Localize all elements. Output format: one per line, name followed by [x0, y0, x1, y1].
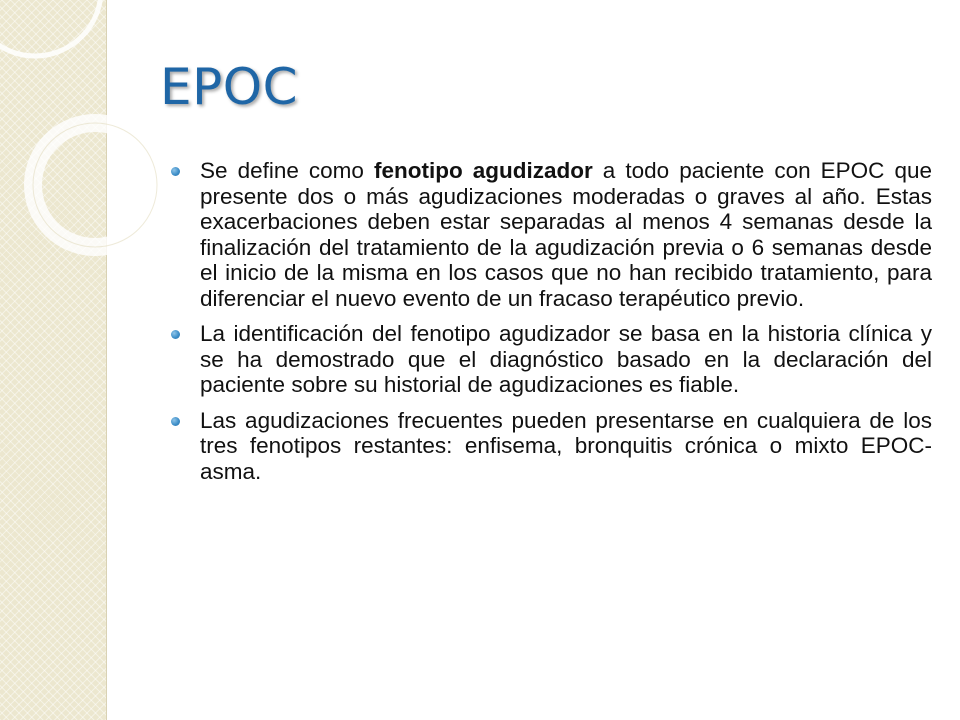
- bullet-item: [170, 408, 932, 485]
- bullet-item: [170, 158, 932, 311]
- bullet-text-after: a todo paciente con EPOC que presente dos o más agudizaciones moderadas o graves al año. Estas exacerbaciones deben estar separadas al menos 4 semanas desde la finalización del tratamiento de la agudización previa o 6 semanas desde el inicio de la misma en los casos que no han recibido tratamiento, para diferenciar el nuevo evento de un fracaso terapéutico previo.: [200, 158, 932, 311]
- bullet-bold-term: fenotipo agudizador: [373, 158, 593, 183]
- bullet-dot-icon: [171, 167, 180, 176]
- bullet-text: Las agudizaciones frecuentes pueden presentarse en cualquiera de los tres fenotipos restantes: enfisema, bronquitis crónica o mixto EPOC-asma.: [200, 407, 932, 484]
- bullet-dot-icon: [171, 417, 180, 426]
- bullet-dot-icon: [171, 330, 180, 339]
- bullet-item: [170, 321, 932, 398]
- decorative-rings-icon: [0, 0, 160, 330]
- slide-title: EPOC: [160, 58, 299, 116]
- bullet-text: La identificación del fenotipo agudizador se basa en la historia clínica y se ha demostrado que el diagnóstico basado en la declaración del paciente sobre su historial de agudizaciones es fiable.: [200, 321, 932, 397]
- bullet-list: [170, 158, 932, 494]
- bullet-text-before: Se define como: [200, 158, 374, 183]
